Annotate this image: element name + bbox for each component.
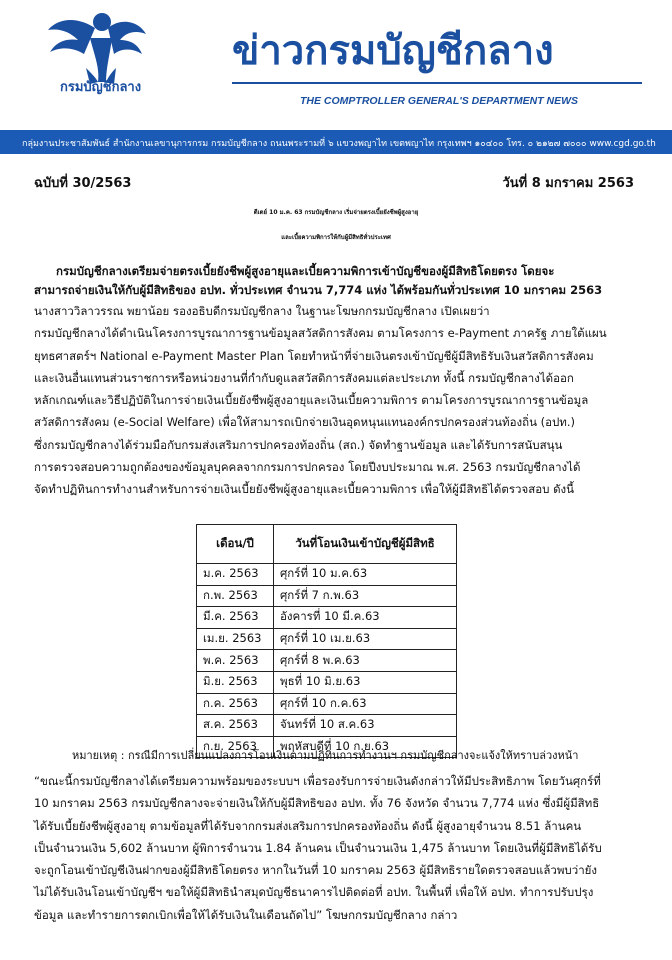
- date-cell: จันทร์ที่ 10 ส.ค.63: [274, 715, 457, 737]
- table-row: [197, 585, 457, 607]
- body-line: ซึ่งกรมบัญชีกลางได้ร่วมมือกับกรมส่งเสริมการปกครองท้องถิ่น (สถ.) จัดทำฐานข้อมูล และได้รับการสนับสนุน: [34, 437, 563, 452]
- headline-line-1: ดีเดย์ 10 ม.ค. 63 กรมบัญชีกลาง เริ่มจ่ายตรงเบี้ยยังชีพผู้สูงอายุ: [253, 209, 419, 216]
- table-row: [197, 607, 457, 629]
- column-header-transfer-date: วันที่โอนเงินเข้าบัญชีผู้มีสิทธิ: [274, 525, 457, 564]
- quote-line: 10 มกราคม 2563 กรมบัญชีกลางจะจ่ายเงินให้กับผู้มีสิทธิของ อปท. ทั้ง 76 จังหวัด จำนวน 7,774 แห่ง ซึ่งมีผู้มีสิทธิ: [34, 796, 600, 811]
- body-line: ยุทธศาสตร์ฯ National e-Payment Master Plan โดยทำหน้าที่จ่ายเงินตรงเข้าบัญชีผู้มีสิทธิรับเงินสวัสดิการสังคม: [34, 348, 594, 363]
- date-cell: พฤหัสบดีที่ 10 ก.ย.63: [274, 736, 457, 758]
- lead-line-1: กรมบัญชีกลางเตรียมจ่ายตรงเบี้ยยังชีพผู้สูงอายุและเบี้ยความพิการเข้าบัญชีของผู้มีสิทธิโดยตรง โดยจะ: [56, 264, 555, 278]
- date-cell: พุธที่ 10 มิ.ย.63: [274, 671, 457, 693]
- table-row: [197, 693, 457, 715]
- date-cell: ศุกร์ที่ 10 ม.ค.63: [274, 564, 457, 586]
- date-cell: ศุกร์ที่ 8 พ.ค.63: [274, 650, 457, 672]
- quote-line: ได้รับเบี้ยยังชีพผู้สูงอายุ ตามข้อมูลที่ได้รับจากกรมส่งเสริมการปกครองท้องถิ่น ดังนี้ ผู้สูงอายุจำนวน 8.51 ล้านคน: [34, 818, 582, 833]
- month-cell: ก.ค. 2563: [197, 693, 274, 715]
- payment-schedule-table: [196, 524, 457, 758]
- lead-line-2: สามารถจ่ายเงินให้กับผู้มีสิทธิของ อปท. ทั่วประเทศ จำนวน 7,774 แห่ง ได้พร้อมกันทั่วประเทศ 10 มกราคม 2563: [34, 283, 603, 297]
- quote-line: ไม่ได้รับเงินโอนเข้าบัญชีฯ ขอให้ผู้มีสิทธินำสมุดบัญชีธนาคารไปติดต่อที่ อปท. ในพื้นที่ เพื่อให้ อปท. ทำการปรับปรุง: [34, 885, 594, 900]
- column-header-month: เดือน/ปี: [197, 525, 274, 564]
- month-cell: ก.ย. 2563: [197, 736, 274, 758]
- quote-line: จะถูกโอนเข้าบัญชีเงินฝากของผู้มีสิทธิโดยตรง หากในวันที่ 10 มกราคม 2563 ผู้มีสิทธิรายใดตรวจสอบแล้วพบว่ายัง: [34, 863, 598, 878]
- month-cell: เม.ย. 2563: [197, 628, 274, 650]
- month-cell: มี.ค. 2563: [197, 607, 274, 629]
- table-row: [197, 628, 457, 650]
- date-cell: ศุกร์ที่ 10 ก.ค.63: [274, 693, 457, 715]
- issue-date: วันที่ 8 มกราคม 2563: [502, 176, 634, 191]
- body-line: จัดทำปฏิทินการทำงานสำหรับการจ่ายเงินเบี้ยยังชีพผู้สูงอายุและเบี้ยความพิการ เพื่อให้ผู้มีสิทธิได้ตรวจสอบ ดังนี้: [34, 482, 575, 497]
- body-line: และเงินอื่นแทนส่วนราชการหรือหน่วยงานที่กำกับดูแลสวัสดิการสังคมแต่ละประเภท ทั้งนี้ กรมบัญชีกลางได้ออก: [34, 370, 574, 385]
- masthead-subtitle: THE COMPTROLLER GENERAL'S DEPARTMENT NEWS: [300, 95, 579, 107]
- month-cell: พ.ค. 2563: [197, 650, 274, 672]
- body-paragraph: [34, 300, 642, 501]
- address-text: กลุ่มงานประชาสัมพันธ์ สำนักงานเลขานุการกรม กรมบัญชีกลาง ถนนพระรามที่ ๖ แขวงพญาไท เขตพญาไท กรุงเทพฯ ๑๐๔๐๐ โทร. ๐ ๒๑๒๗ ๗๐๐๐ www.cgd.go.th: [22, 139, 656, 149]
- body-line: หลักเกณฑ์และวิธีปฏิบัติในการจ่ายเงินเบี้ยยังชีพผู้สูงอายุและเงินเบี้ยความพิการ ตามโครงการบูรณาการฐานข้อมูล: [34, 393, 589, 408]
- quote-line: ข้อมูล และทำรายการตกเบิกเพื่อให้ได้รับเงินในเดือนถัดไป” โฆษกกรมบัญชีกลาง กล่าว: [34, 907, 458, 922]
- quote-paragraph: [34, 770, 642, 926]
- issue-number: ฉบับที่ 30/2563: [34, 176, 132, 191]
- body-line: นางสาววิลาวรรณ พยาน้อย รองอธิบดีกรมบัญชีกลาง ในฐานะโฆษกกรมบัญชีกลาง เปิดเผยว่า: [34, 304, 490, 318]
- month-cell: มิ.ย. 2563: [197, 671, 274, 693]
- month-cell: ก.พ. 2563: [197, 585, 274, 607]
- quote-line: “ขณะนี้กรมบัญชีกลางได้เตรียมความพร้อมของระบบฯ เพื่อรองรับการจ่ายเงินดังกล่าวให้มีประสิทธิภาพ โดยวันศุกร์ที่: [34, 774, 601, 788]
- masthead-title: ข่าวกรมบัญชีกลาง: [232, 28, 554, 74]
- table-header-row: [197, 525, 457, 564]
- schedule-note: หมายเหตุ : กรณีมีการเปลี่ยนแปลงการโอนเงินตามปฏิทินการทำงานฯ กรมบัญชีกลางจะแจ้งให้ทราบล่วงหน้า: [72, 749, 579, 762]
- month-cell: ส.ค. 2563: [197, 715, 274, 737]
- table-row: [197, 715, 457, 737]
- body-line: สวัสดิการสังคม (e-Social Welfare) เพื่อให้สามารถเบิกจ่ายเงินอุดหนุนแทนองค์กรปกครองส่วนท้องถิ่น (อปท.): [34, 415, 576, 430]
- date-cell: ศุกร์ที่ 10 เม.ย.63: [274, 628, 457, 650]
- month-cell: ม.ค. 2563: [197, 564, 274, 586]
- headline-line-2: และเบี้ยความพิการให้กับผู้มีสิทธิทั่วประเทศ: [281, 234, 391, 241]
- quote-line: เป็นจำนวนเงิน 5,602 ล้านบาท ผู้พิการจำนวน 1.84 ล้านคน เป็นจำนวนเงิน 1,475 ล้านบาท โดยเงินที่ผู้มีสิทธิได้รับ: [34, 840, 602, 855]
- table-row: [197, 671, 457, 693]
- date-cell: ศุกร์ที่ 7 ก.พ.63: [274, 585, 457, 607]
- date-cell: อังคารที่ 10 มี.ค.63: [274, 607, 457, 629]
- masthead-rule: [232, 82, 642, 84]
- table-row: [197, 650, 457, 672]
- logo-text: กรมบัญชีกลาง: [60, 80, 142, 95]
- body-line: กรมบัญชีกลางได้ดำเนินโครงการบูรณาการฐานข้อมูลสวัสดิการสังคม ตามโครงการ e-Payment ภาครัฐ ภายใต้แผน: [34, 326, 607, 341]
- body-line: การตรวจสอบความถูกต้องของข้อมูลบุคคลจากกรมการปกครอง โดยปีงบประมาณ พ.ศ. 2563 กรมบัญชีกลางได้: [34, 460, 581, 475]
- table-row: [197, 564, 457, 586]
